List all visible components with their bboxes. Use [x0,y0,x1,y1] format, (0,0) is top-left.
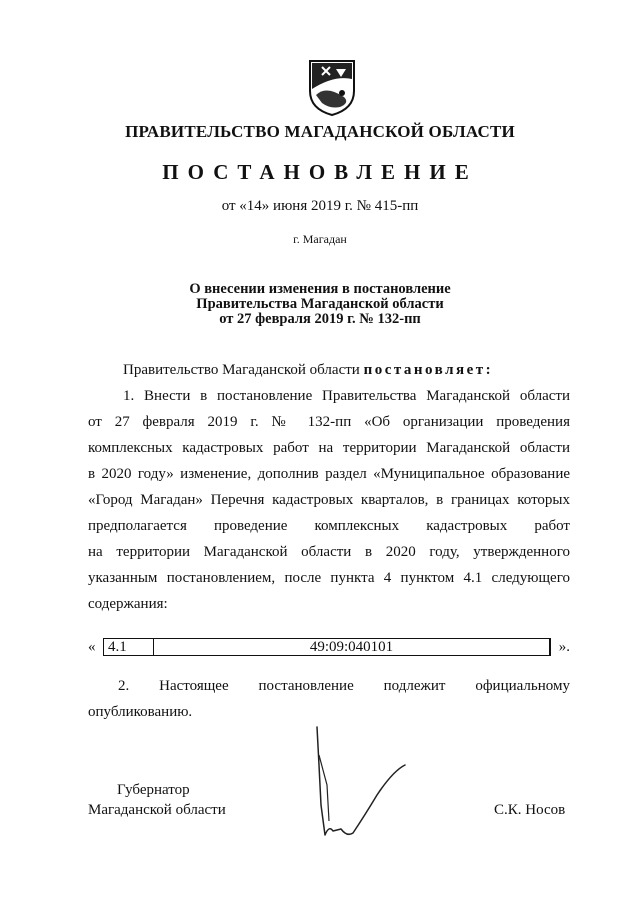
organization-title: ПРАВИТЕЛЬСТВО МАГАДАНСКОЙ ОБЛАСТИ [125,122,515,141]
paragraph-line: комплексных кадастровых работ на территории Магаданской области [88,440,570,456]
paragraph-line: предполагается проведение комплексных кадастровых работ [88,518,570,534]
cadastral-quarter-row [88,636,570,658]
document-number-date: от «14» июня 2019 г. № 415-пп [221,198,419,214]
paragraph-line: «Город Магадан» Перечня кадастровых кварталов, в границах которых [88,492,570,508]
subject-line: от 27 февраля 2019 г. № 132-пп [219,311,421,327]
signatory-name: С.К. Носов [494,802,566,818]
paragraph-line: на территории Магаданской области в 2020 году, утвержденного [88,544,570,560]
cadastral-quarter-cell: 49:09:040101 [309,639,394,655]
preamble-verb: постановляет: [363,362,494,378]
paragraph-line: содержания: [88,596,168,612]
paragraph-line: в 2020 году» изменение, дополнив раздел «Муниципальное образование [88,466,570,482]
paragraph-line: 2. Настоящее постановление подлежит официальному [118,678,570,694]
subject-line: О внесении изменения в постановление [189,281,451,297]
signatory-position: Магаданской области [88,802,226,818]
paragraph-line: 1. Внести в постановление Правительства Магаданской области [123,388,570,404]
city-label: г. Магадан [293,232,347,246]
signatory-position: Губернатор [117,782,190,798]
paragraph-line: указанным постановлением, после пункта 4 пунктом 4.1 следующего [88,570,570,586]
paragraph-line: от 27 февраля 2019 г. № 132-пп «Об организации проведения [88,414,570,430]
preamble [123,360,543,380]
document-subject [0,282,640,327]
coat-of-arms-emblem [300,55,364,119]
handwritten-signature [305,725,415,845]
subject-line: Правительства Магаданской области [196,296,444,312]
open-quote: « [88,639,96,655]
document-type-title: ПОСТАНОВЛЕНИЕ [162,160,478,184]
cadastral-table [103,638,551,656]
paragraph-line: опубликованию. [88,704,193,720]
preamble-text: Правительство Магаданской области [123,362,360,378]
close-quote: ». [558,639,570,655]
item-number-cell: 4.1 [104,639,154,655]
